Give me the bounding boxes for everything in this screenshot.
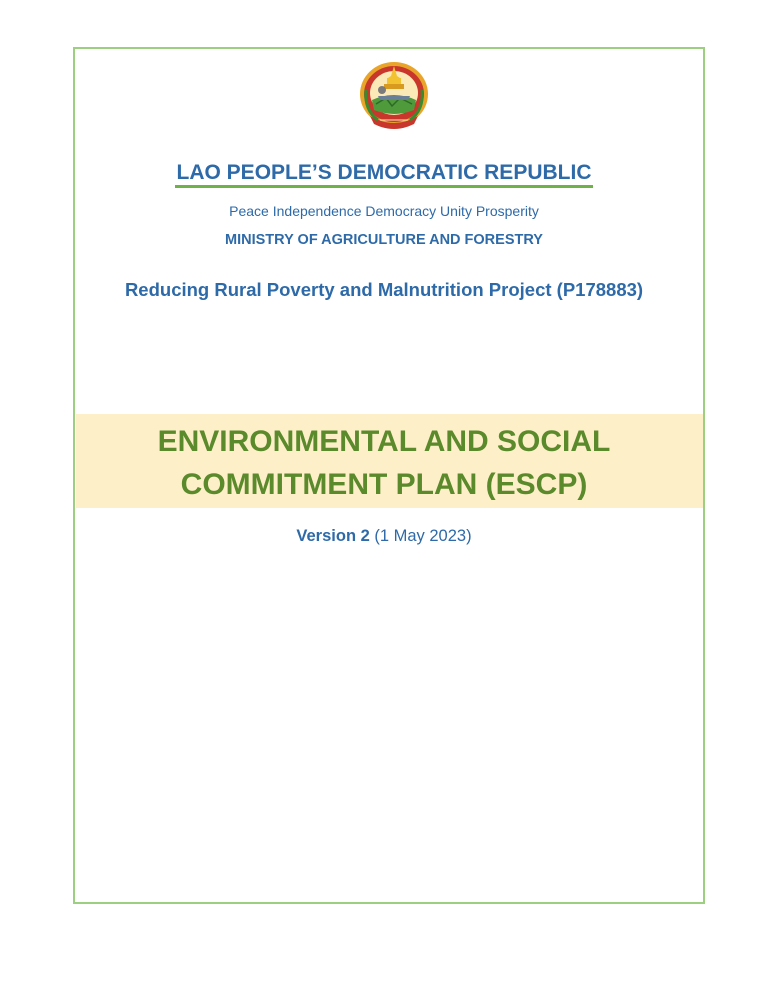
version-label: Version 2 [296, 527, 370, 545]
lao-national-emblem-icon [356, 60, 432, 130]
document-title-line2: COMMITMENT PLAN (ESCP) [180, 468, 588, 501]
ministry-name: MINISTRY OF AGRICULTURE AND FORESTRY [225, 232, 543, 248]
version-date: (1 May 2023) [374, 527, 472, 545]
project-title: Reducing Rural Poverty and Malnutrition Project (P178883) [124, 279, 644, 300]
document-title-line1: ENVIRONMENTAL AND SOCIAL [157, 425, 611, 458]
country-text: LAO PEOPLE’S DEMOCRATIC REPUBLIC [175, 161, 594, 188]
national-motto: Peace Independence Democracy Unity Prosperity [229, 203, 539, 219]
country-heading [0, 161, 768, 185]
version-line [0, 527, 768, 546]
document-title [0, 420, 768, 506]
